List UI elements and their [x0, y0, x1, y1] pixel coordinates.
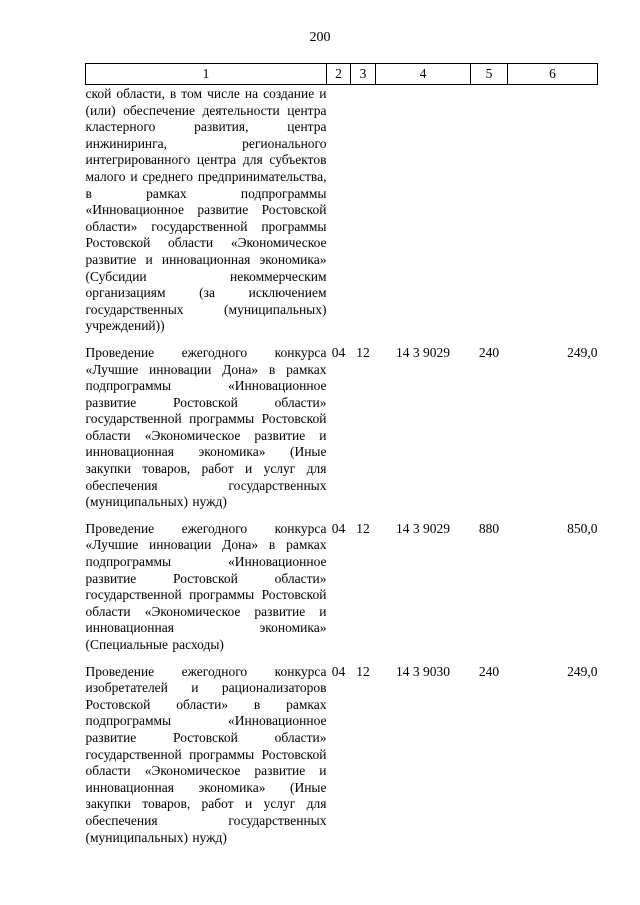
- table-row: [86, 85, 598, 345]
- row-description: Проведение ежегодного конкурса «Лучшие инновации Дона» в рамках подпрограммы «Инновационное развитие Ростовской области» государственной программы Ростовской области «Экономическое развитие и инновационная экономика» (Иные закупки товаров, работ и услуг для обеспечения государственных (муниципальных) нужд): [85, 344, 327, 510]
- table-row: [86, 521, 598, 664]
- subsection-code: 12: [356, 520, 370, 536]
- amount: 249,0: [567, 663, 598, 679]
- expense-type-code: [471, 85, 508, 345]
- target-article-code: 14 3 9029: [396, 520, 450, 536]
- column-header: 1: [86, 64, 327, 85]
- target-article-code: 14 3 9029: [396, 344, 450, 360]
- page-number: 200: [309, 30, 331, 45]
- section-code: 04: [331, 663, 346, 679]
- column-header: 4: [376, 64, 471, 85]
- section-code: 04: [331, 520, 346, 536]
- column-header: 6: [508, 64, 598, 85]
- row-description: ской области, в том числе на создание и (или) обеспечение деятельности центра кластерного развития, центра инжиниринга, регионального интегрированного центра для субъектов малого и среднего предпринимательства, в рамках подпрограммы «Инновационное развитие Ростовской области» государственной программы Ростовской области «Экономическое развитие и инновационная экономика» (Субсидии некоммерческим организациям (за исключением государственных (муниципальных) учреждений)): [85, 86, 327, 334]
- row-description: Проведение ежегодного конкурса изобретателей и рационализаторов Ростовской области» в рамках подпрограммы «Инновационное развитие Ростовской области» государственной программы Ростовской области «Экономическое развитие и инновационная экономика» (Иные закупки товаров, работ и услуг для обеспечения государственных (муниципальных) нужд): [85, 663, 327, 845]
- subsection-code: 12: [356, 663, 370, 679]
- target-article-code: 14 3 9030: [396, 663, 450, 679]
- table-row: [86, 664, 598, 857]
- subsection-code: 12: [356, 344, 370, 360]
- column-header: 2: [327, 64, 351, 85]
- expense-type-code: 880: [478, 520, 500, 536]
- amount: [508, 85, 598, 345]
- section-code: [327, 85, 351, 345]
- table-row: [86, 345, 598, 521]
- section-code: 04: [331, 344, 346, 360]
- subsection-code: [351, 85, 376, 345]
- expense-type-code: 240: [478, 344, 500, 360]
- expense-type-code: 240: [478, 663, 500, 679]
- amount: 249,0: [567, 344, 598, 360]
- row-description: Проведение ежегодного конкурса «Лучшие инновации Дона» в рамках подпрограммы «Инновационное развитие Ростовской области» государственной программы Ростовской области «Экономическое развитие и инновационная экономика» (Специальные расходы): [85, 520, 327, 652]
- column-header: 5: [471, 64, 508, 85]
- budget-table: [85, 63, 598, 856]
- column-header: 3: [351, 64, 376, 85]
- target-article-code: [376, 85, 471, 345]
- table-header-row: [86, 64, 598, 85]
- amount: 850,0: [567, 520, 598, 536]
